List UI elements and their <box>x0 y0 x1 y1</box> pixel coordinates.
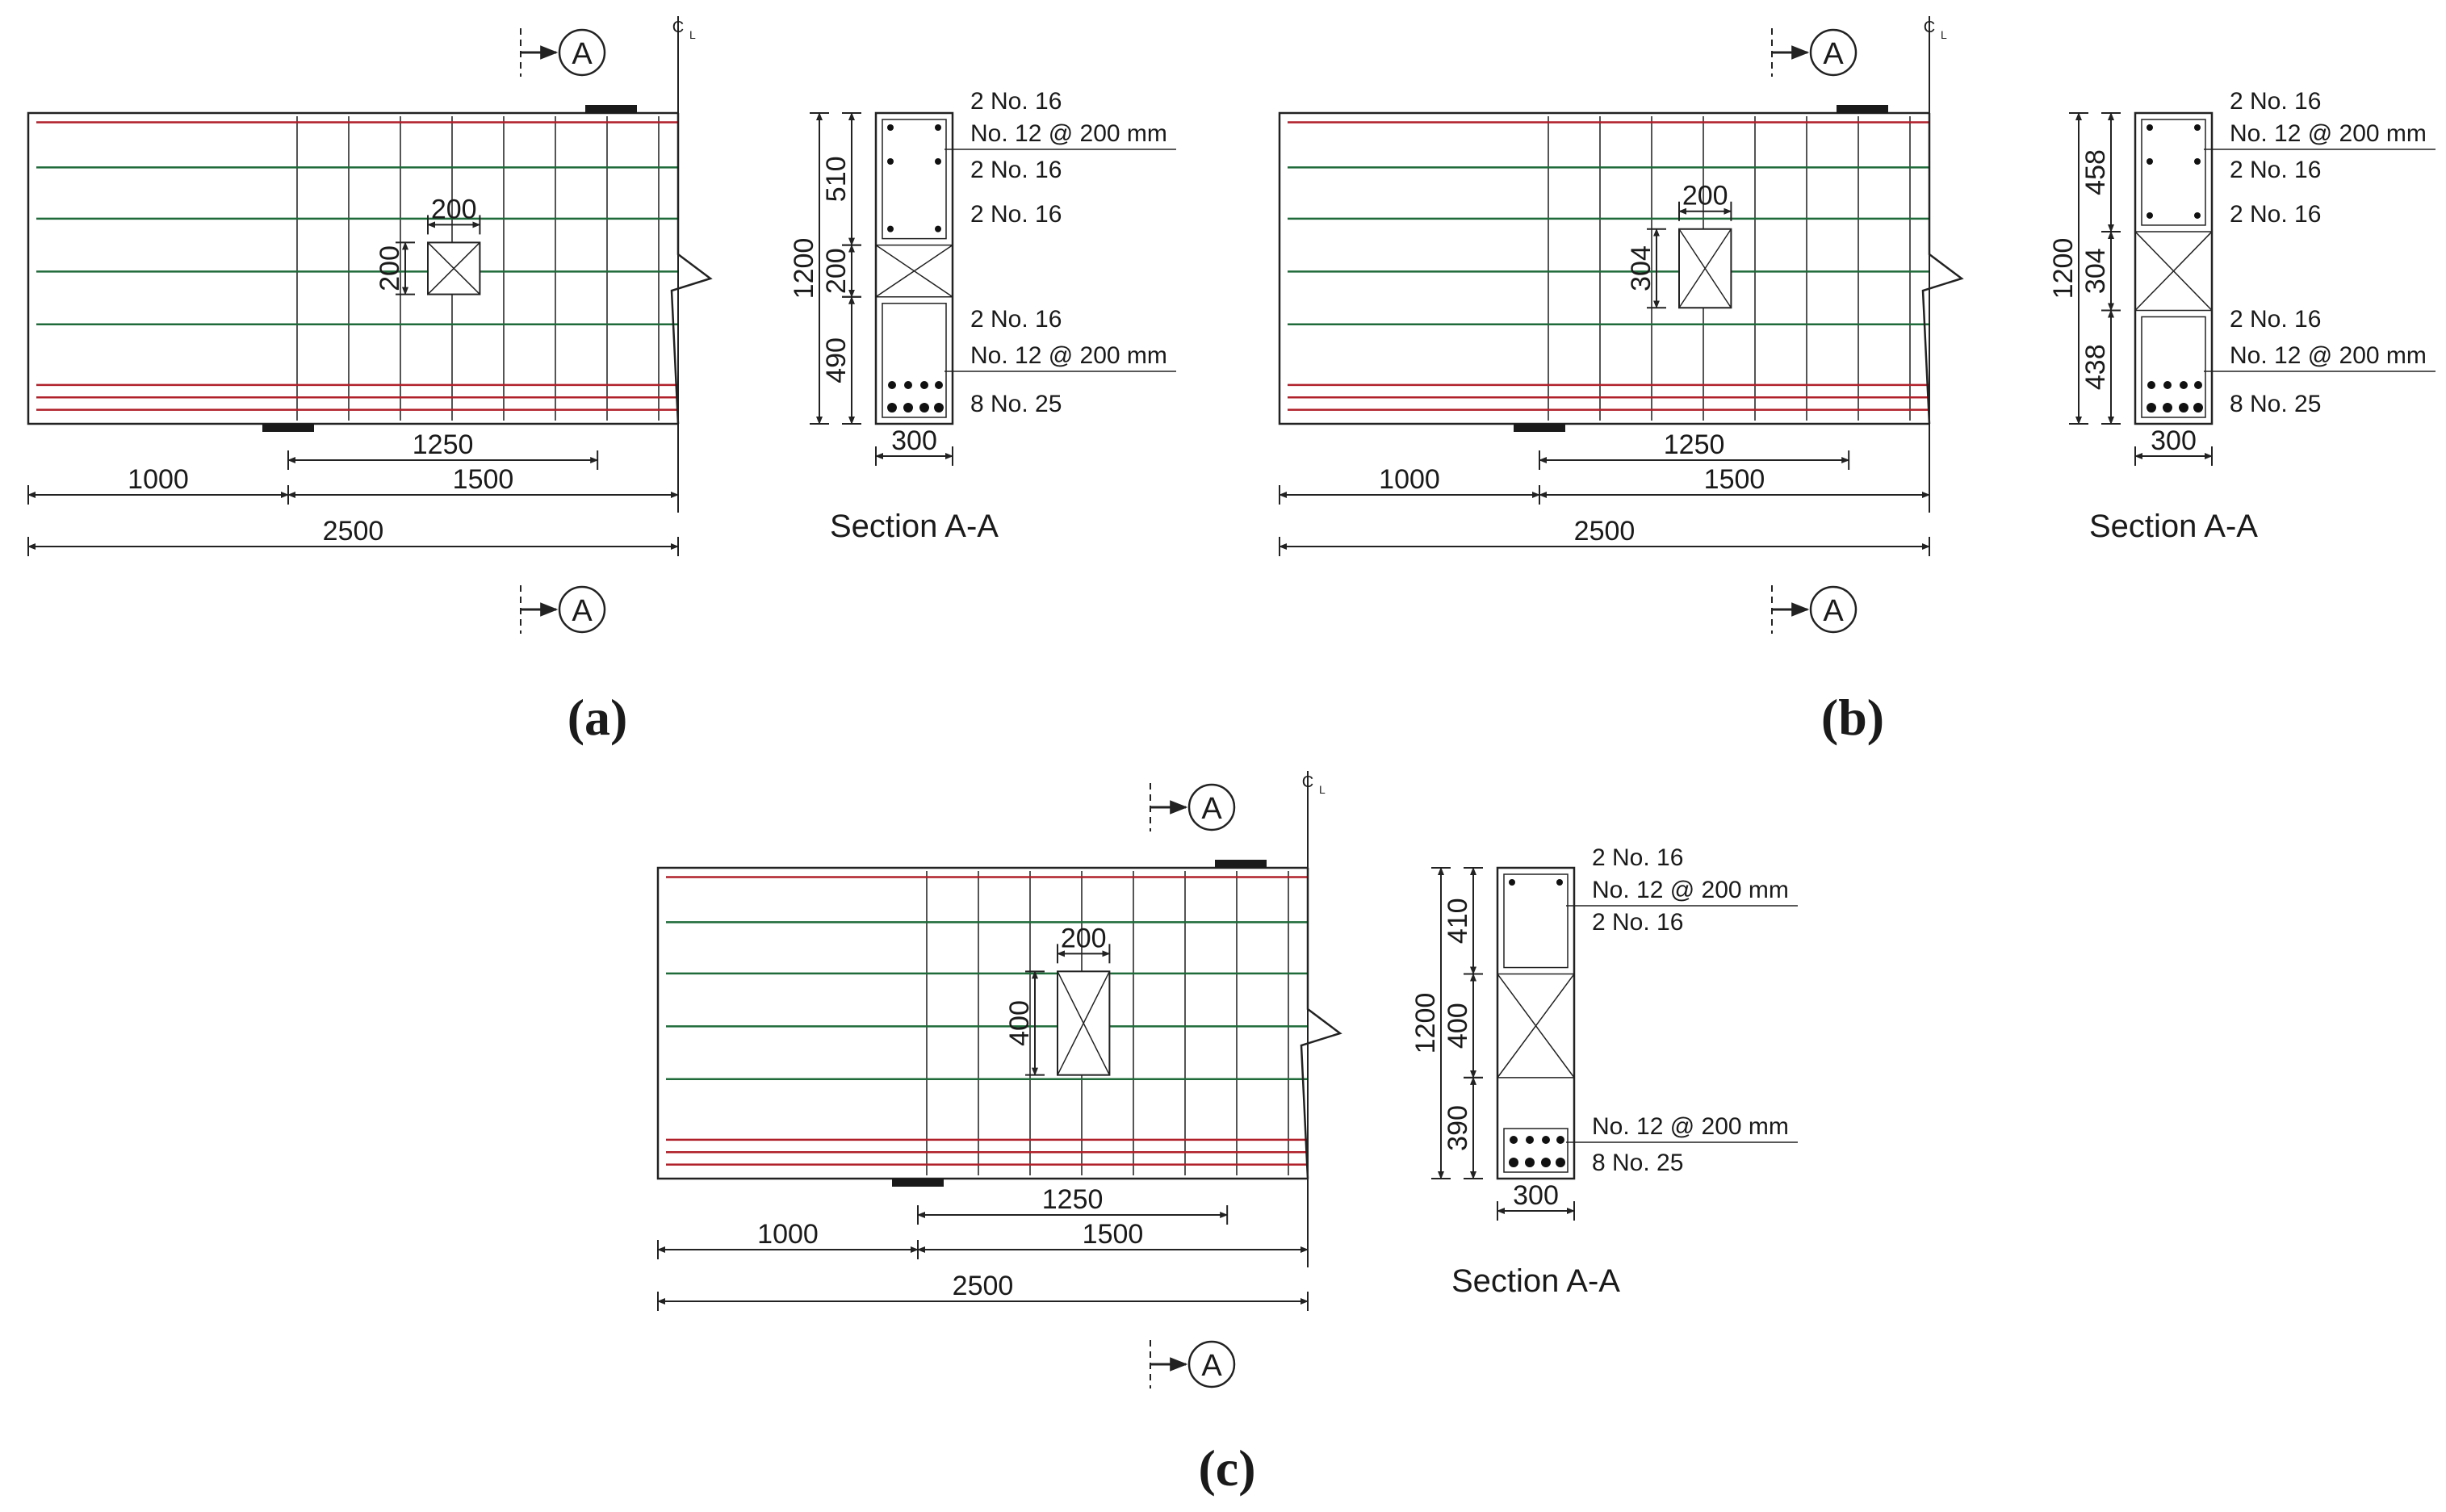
dim-1000-label: 1000 <box>128 464 189 495</box>
dim-1000-label: 1000 <box>757 1219 819 1250</box>
rebar-note: 2 No. 16 <box>970 157 1062 183</box>
beam-dimensions <box>658 1184 1308 1311</box>
section-outline <box>876 113 953 424</box>
beam-outline <box>658 868 1308 1179</box>
panel-b <box>1280 16 2436 746</box>
rebar-dot-large <box>1525 1158 1535 1167</box>
rebar-dot-large <box>2163 403 2172 413</box>
rebar-note: 2 No. 16 <box>2230 88 2322 115</box>
centerline-label: C <box>672 19 685 36</box>
centerline-sub: L <box>1319 783 1326 796</box>
top-support <box>1215 860 1267 868</box>
rebar-dot <box>2147 124 2153 131</box>
section-seg-3-label: 438 <box>2080 344 2111 391</box>
section-total-label: 1200 <box>1410 992 1441 1054</box>
top-stirrup <box>1504 874 1568 968</box>
cross-section <box>789 88 1176 544</box>
section-seg-2-label: 200 <box>821 248 852 295</box>
section-width-label: 300 <box>891 425 937 456</box>
rebar-dot <box>1509 879 1515 886</box>
rebar-dot-large <box>2147 381 2155 389</box>
cross-section <box>2048 88 2436 544</box>
opening-height-dim-label: 200 <box>375 245 405 291</box>
rebar-dot-large <box>1510 1136 1518 1144</box>
section-width-label: 300 <box>2151 425 2197 456</box>
rebar-dot <box>935 158 941 165</box>
panel-caption: (b) <box>1820 689 1885 746</box>
beam-outline <box>1280 113 1929 424</box>
rebar-dot-large <box>1542 1136 1550 1144</box>
rebar-note: 2 No. 16 <box>2230 157 2322 183</box>
dim-2500-label: 2500 <box>952 1271 1014 1301</box>
section-letter: A <box>1201 1349 1222 1383</box>
section-marker-top <box>1150 783 1234 831</box>
dim-1250-label: 1250 <box>1663 429 1725 460</box>
rebar-note: 8 No. 25 <box>970 391 1062 417</box>
rebar-note: 2 No. 16 <box>2230 306 2322 333</box>
panel-c <box>658 771 1798 1497</box>
section-seg-1-label: 410 <box>1443 898 1473 944</box>
dim-1250-label: 1250 <box>412 429 474 460</box>
section-letter: A <box>1823 594 1844 628</box>
centerline-label: C <box>1923 19 1936 36</box>
rebar-note: No. 12 @ 200 mm <box>970 342 1167 369</box>
section-letter: A <box>572 37 593 71</box>
bottom-support <box>262 424 314 432</box>
section-title: Section A-A <box>1451 1263 1621 1299</box>
rebar-dot-large <box>2194 381 2202 389</box>
top-stirrup <box>2142 119 2205 225</box>
rebar-dot-large <box>1509 1158 1518 1167</box>
section-width-label: 300 <box>1513 1180 1559 1211</box>
rebar-dot-large <box>1541 1158 1551 1167</box>
web-opening <box>375 194 480 294</box>
bottom-support <box>892 1179 944 1187</box>
rebar-note: No. 12 @ 200 mm <box>2230 342 2427 369</box>
panel-caption: (a) <box>567 689 628 746</box>
centerline-label: C <box>1301 773 1314 791</box>
opening-width-dim-label: 200 <box>430 194 477 225</box>
rebar-note: 2 No. 16 <box>970 306 1062 333</box>
dim-1000-label: 1000 <box>1379 464 1440 495</box>
section-total-label: 1200 <box>2048 237 2079 299</box>
dim-2500-label: 2500 <box>1573 516 1636 547</box>
rebar-dot <box>887 226 894 232</box>
section-total-label: 1200 <box>789 237 819 299</box>
bottom-stirrup <box>882 304 946 417</box>
panel-caption: (c) <box>1198 1439 1256 1497</box>
rebar-dot <box>2194 124 2201 131</box>
rebar-dot-large <box>887 403 897 413</box>
top-support <box>1837 105 1888 113</box>
section-marker-bottom <box>1150 1340 1234 1388</box>
dim-1500-label: 1500 <box>1703 464 1765 495</box>
dim-1250-label: 1250 <box>1041 1184 1104 1215</box>
section-marker-top <box>1772 28 1856 77</box>
rebar-dot <box>935 226 941 232</box>
centerline-sub: L <box>1941 28 1947 41</box>
rebar-dot <box>2147 212 2153 219</box>
rebar-note: 8 No. 25 <box>1592 1150 1684 1176</box>
top-stirrup <box>882 119 946 239</box>
section-title: Section A-A <box>2088 509 2259 544</box>
beam-elevation <box>28 16 710 513</box>
rebar-note: No. 12 @ 200 mm <box>1592 1113 1789 1140</box>
opening-height-dim-label: 400 <box>1004 1000 1035 1046</box>
centerline-sub: L <box>689 28 696 41</box>
dim-1500-label: 1500 <box>1082 1219 1144 1250</box>
rebar-dot <box>887 124 894 131</box>
rebar-dot-large <box>888 381 896 389</box>
rebar-note: 2 No. 16 <box>970 201 1062 228</box>
rebar-dot <box>2194 212 2201 219</box>
rebar-dot-large <box>2193 403 2203 413</box>
section-seg-2-label: 304 <box>2080 248 2111 295</box>
rebar-dot-large <box>1556 1158 1565 1167</box>
section-outline <box>2135 113 2212 424</box>
beam-elevation <box>658 771 1340 1267</box>
section-letter: A <box>1201 792 1222 826</box>
section-seg-1-label: 510 <box>821 156 852 203</box>
opening-width-dim-label: 200 <box>1682 180 1728 212</box>
top-support <box>585 105 637 113</box>
rebar-dot-large <box>1526 1136 1534 1144</box>
bottom-stirrup <box>2142 316 2205 417</box>
rebar-dot <box>2194 158 2201 165</box>
rebar-dot-large <box>903 403 913 413</box>
rebar-dot-large <box>2179 403 2188 413</box>
beam-outline <box>28 113 678 424</box>
rebar-note: No. 12 @ 200 mm <box>970 120 1167 147</box>
section-outline <box>1497 868 1574 1179</box>
cross-section <box>1410 844 1798 1299</box>
rebar-dot <box>2147 158 2153 165</box>
rebar-note: 8 No. 25 <box>2230 391 2322 417</box>
rebar-dot-large <box>2163 381 2172 389</box>
panel-a <box>28 16 1176 746</box>
rebar-dot <box>887 158 894 165</box>
beam-dimensions <box>1280 429 1929 556</box>
web-opening <box>1626 181 1731 308</box>
rebar-dot-large <box>919 403 929 413</box>
rebar-dot-large <box>2147 403 2156 413</box>
section-marker-bottom <box>1772 585 1856 634</box>
section-letter: A <box>572 594 593 628</box>
section-title: Section A-A <box>829 509 999 544</box>
web-opening <box>1004 923 1109 1074</box>
opening-height-dim-label: 304 <box>1626 245 1656 291</box>
rebar-note: 2 No. 16 <box>970 88 1062 115</box>
section-letter: A <box>1823 37 1844 71</box>
beam-dimensions <box>28 429 678 556</box>
bottom-support <box>1514 424 1565 432</box>
dim-1500-label: 1500 <box>452 464 514 495</box>
rebar-dot <box>1556 879 1563 886</box>
section-seg-3-label: 390 <box>1443 1105 1473 1151</box>
section-seg-1-label: 458 <box>2080 149 2111 195</box>
dim-2500-label: 2500 <box>322 516 384 547</box>
section-marker-bottom <box>521 585 605 634</box>
rebar-dot <box>935 124 941 131</box>
rebar-dot-large <box>934 403 944 413</box>
section-seg-3-label: 490 <box>821 337 852 383</box>
opening-width-dim-label: 200 <box>1060 923 1107 954</box>
section-marker-top <box>521 28 605 77</box>
beam-elevation <box>1280 16 1962 513</box>
rebar-dot-large <box>935 381 943 389</box>
rebar-note: 2 No. 16 <box>2230 201 2322 228</box>
rebar-dot-large <box>904 381 912 389</box>
rebar-dot-large <box>2180 381 2188 389</box>
rebar-dot-large <box>920 381 928 389</box>
section-seg-2-label: 400 <box>1443 1003 1473 1049</box>
rebar-note: 2 No. 16 <box>1592 844 1684 871</box>
rebar-note: 2 No. 16 <box>1592 909 1684 936</box>
rebar-note: No. 12 @ 200 mm <box>2230 120 2427 147</box>
rebar-dot-large <box>1556 1136 1564 1144</box>
rebar-note: No. 12 @ 200 mm <box>1592 877 1789 903</box>
